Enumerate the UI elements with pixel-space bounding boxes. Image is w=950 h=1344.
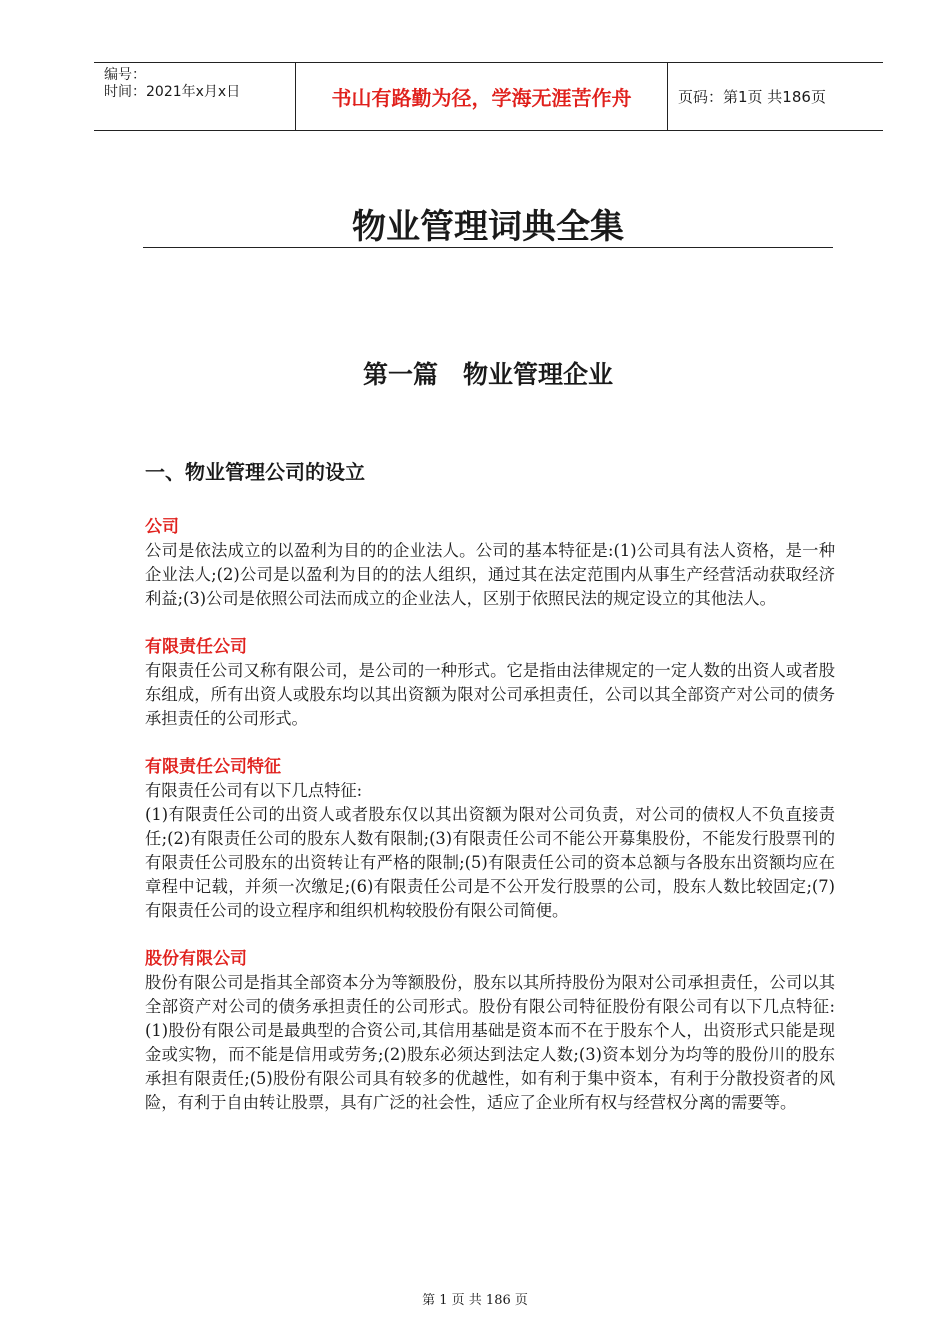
section-title: 一、物业管理公司的设立 bbox=[145, 460, 365, 484]
time-label: 时间：2021年x月x日 bbox=[104, 84, 241, 100]
document-title: 物业管理词典全集 bbox=[352, 207, 624, 247]
term-name: 有限责任公司 bbox=[145, 637, 247, 657]
motto-text: 书山有路勤为径，学海无涯苦作舟 bbox=[331, 86, 632, 110]
term-entry bbox=[145, 947, 835, 1115]
definition-paragraph: 有限责任公司有以下几点特征: bbox=[145, 781, 363, 800]
term-name: 有限责任公司特征 bbox=[145, 757, 281, 777]
definition-paragraph: 公司是依法成立的以盈利为目的的企业法人。公司的基本特征是:(1)公司具有法人资格，是一种企业法人;(2)公司是以盈利为目的的法人组织，通过其在法定范围内从事生产经营活动获取经济利益;(3)公司是依照公司法而成立的企业法人，区别于依照民法的规定设立的其他法人。 bbox=[145, 541, 835, 608]
part-title: 第一篇 物业管理企业 bbox=[362, 360, 613, 389]
term-name: 股份有限公司 bbox=[145, 949, 247, 969]
term-name: 公司 bbox=[145, 517, 179, 537]
page-header bbox=[94, 62, 883, 131]
term-definition bbox=[145, 971, 835, 1115]
number-label: 编号： bbox=[104, 67, 146, 83]
definition-paragraph: (1)有限责任公司的出资人或者股东仅以其出资额为限对公司负责，对公司的债权人不负直接责任;(2)有限责任公司的股东人数有限制;(3)有限责任公司不能公开募集股份，不能发行股票刊的有限责任公司股东的出资转让有严格的限制;(5)有限责任公司的资本总额与各股东出资额均应在章程中记载，并须一次缴足;(6)有限责任公司是不公开发行股票的公司，股东人数比较固定;(7)有限责任公司的设立程序和组织机构较股份有限公司简便。 bbox=[145, 805, 835, 920]
definition-paragraph: 有限责任公司又称有限公司，是公司的一种形式。它是指由法律规定的一定人数的出资人或者股东组成，所有出资人或股东均以其出资额为限对公司承担责任，公司以其全部资产对公司的债务承担责任的公司形式。 bbox=[145, 661, 835, 728]
terms-list bbox=[145, 515, 835, 1139]
title-underline bbox=[143, 247, 833, 248]
header-motto bbox=[295, 63, 668, 130]
term-entry bbox=[145, 755, 835, 923]
term-definition bbox=[145, 659, 835, 731]
term-entry bbox=[145, 635, 835, 731]
definition-paragraph: 股份有限公司是指其全部资本分为等额股份，股东以其所持股份为限对公司承担责任，公司以其全部资产对公司的债务承担责任的公司形式。股份有限公司特征股份有限公司有以下几点特征:(1)股份有限公司是最典型的合资公司,其信用基础是资本而不在于股东个人，出资形式只能是现金或实物，而不能是信用或劳务;(2)股东必须达到法定人数;(3)资本划分为均等的股份川的股东承担有限责任;(5)股份有限公司具有较多的优越性，如有利于集中资本，有利于分散投资者的风险，有利于自由转让股票，具有广泛的社会性，适应了企业所有权与经营权分离的需要等。 bbox=[145, 973, 835, 1112]
term-definition bbox=[145, 539, 835, 611]
term-entry bbox=[145, 515, 835, 611]
term-definition bbox=[145, 779, 835, 923]
header-meta bbox=[94, 63, 295, 130]
header-page-info bbox=[668, 63, 883, 130]
page-footer: 第 1 页 共 186 页 bbox=[422, 1293, 528, 1308]
page-info-text: 页码：第1页 共186页 bbox=[678, 88, 826, 106]
